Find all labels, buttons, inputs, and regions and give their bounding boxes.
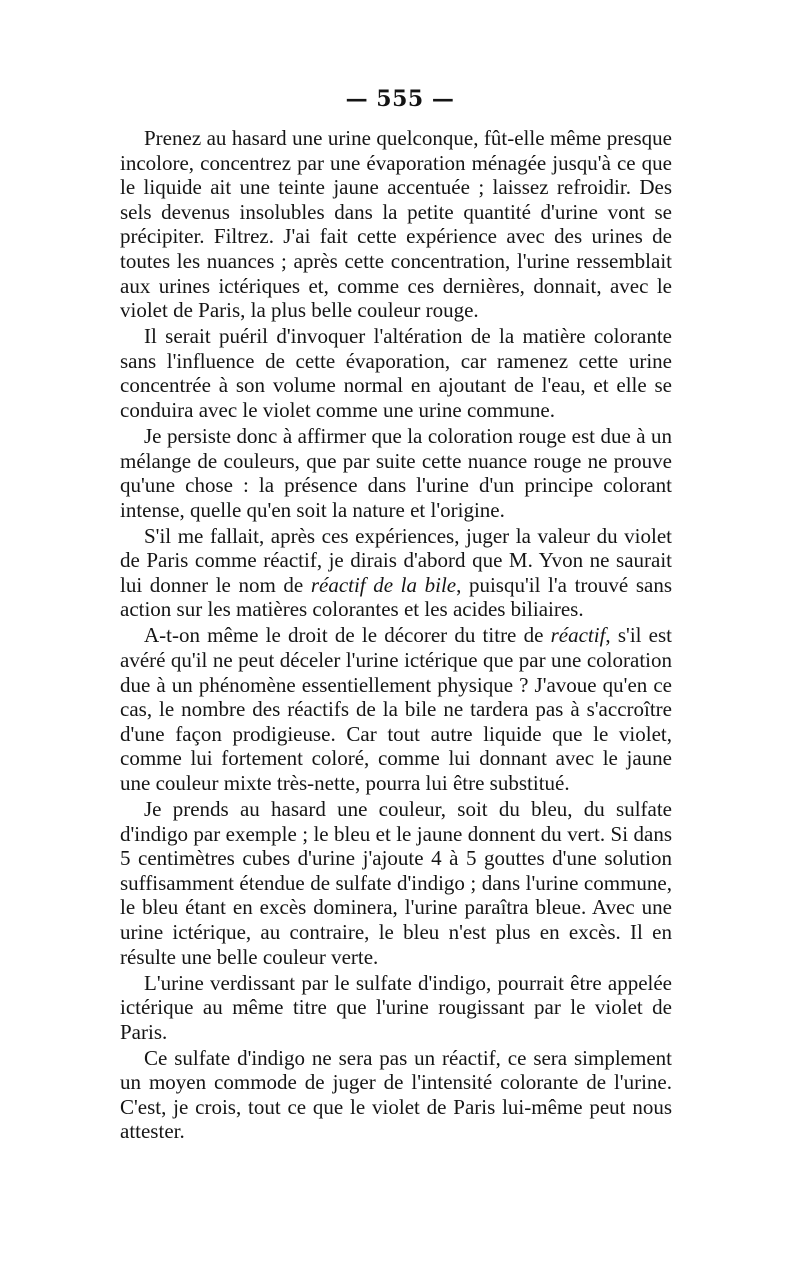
paragraph-indigo-experiment: Je prends au hasard une couleur, soit du bleu, du sulfate d'indigo par exemple ; le bleu et le jaune donnent du vert. Si dans 5 centimètres cubes d'urine j'ajoute 4 à 5 gouttes d'une solution suffisamment étendue de sulfate d'indigo ; dans l'urine commune, le bleu étant en excès dominera, l'urine paraîtra bleue. Avec une urine ictérique, au contraire, le bleu n'est plus en excès. Il en résulte une belle couleur verte. bbox=[120, 796, 672, 969]
paragraph-text-part: S'il me fallait, après ces expériences, juger la valeur du violet de Paris comme réactif, je dirais d'abord que M. Yvon ne saurait lui donner le nom de bbox=[120, 523, 672, 597]
paragraph-titre-reactif bbox=[120, 623, 672, 795]
paragraph-alteration: Il serait puéril d'invoquer l'altération de la matière colorante sans l'influence de cette évaporation, car ramenez cette urine concentrée à son volume normal en ajoutant de l'eau, et elle se conduira avec le violet comme une urine commune. bbox=[120, 324, 672, 422]
paragraph-reactif-bile bbox=[120, 524, 672, 622]
paragraph-conclusion: Ce sulfate d'indigo ne sera pas un réactif, ce sera simplement un moyen commode de juger de l'intensité colorante de l'urine. C'est, je crois, tout ce que le violet de Paris lui-même peut nous attester. bbox=[120, 1045, 672, 1144]
paragraph-verdissant: L'urine verdissant par le sulfate d'indigo, pourrait être appelée ictérique au même titre que l'urine rougissant par le violet de Paris. bbox=[120, 970, 672, 1044]
paragraph-text-part: A-t-on même le droit de le décorer du titre de bbox=[144, 623, 551, 648]
page-number: — 555 — bbox=[345, 86, 455, 112]
paragraph-text-part: , puisqu'il l'a trouvé sans action sur les matières colorantes et les acides biliaires. bbox=[120, 572, 672, 622]
italic-term: réactif de la bile bbox=[310, 572, 457, 597]
italic-term: réactif bbox=[550, 623, 606, 648]
paragraph-text-part: , s'il est avéré qu'il ne peut déceler l'urine ictérique que par une coloration due à un phénomène essentiellement physique ? J'avoue qu'en ce cas, le nombre des réactifs de la bile ne tardera pas à s'accroître d'une façon prodigieuse. Car tout autre liquide que le violet, comme lui fortement coloré, comme lui donnant avec le jaune une couleur mixte très-nette, pourra lui être substitué. bbox=[120, 623, 673, 795]
paragraph-coloration: Je persiste donc à affirmer que la coloration rouge est due à un mélange de couleurs, que par suite cette nuance rouge ne prouve qu'une chose : la présence dans l'urine d'un principe colorant intense, quelle qu'en soit la nature et l'origine. bbox=[120, 423, 672, 522]
paragraph-evaporation: Prenez au hasard une urine quelconque, fût-elle même presque incolore, concentrez par une évaporation ménagée jusqu'à ce que le liquide ait une teinte jaune accentuée ; laissez refroidir. Des sels devenus insolubles dans la petite quantité d'urine vont se précipiter. Filtrez. J'ai fait cette expérience avec des urines de toutes les nuances ; après cette concentration, l'urine ressemblait aux urines ictériques et, comme ces dernières, donnait, avec le violet de Paris, la plus belle couleur rouge. bbox=[120, 126, 672, 323]
body-text bbox=[120, 126, 672, 1145]
